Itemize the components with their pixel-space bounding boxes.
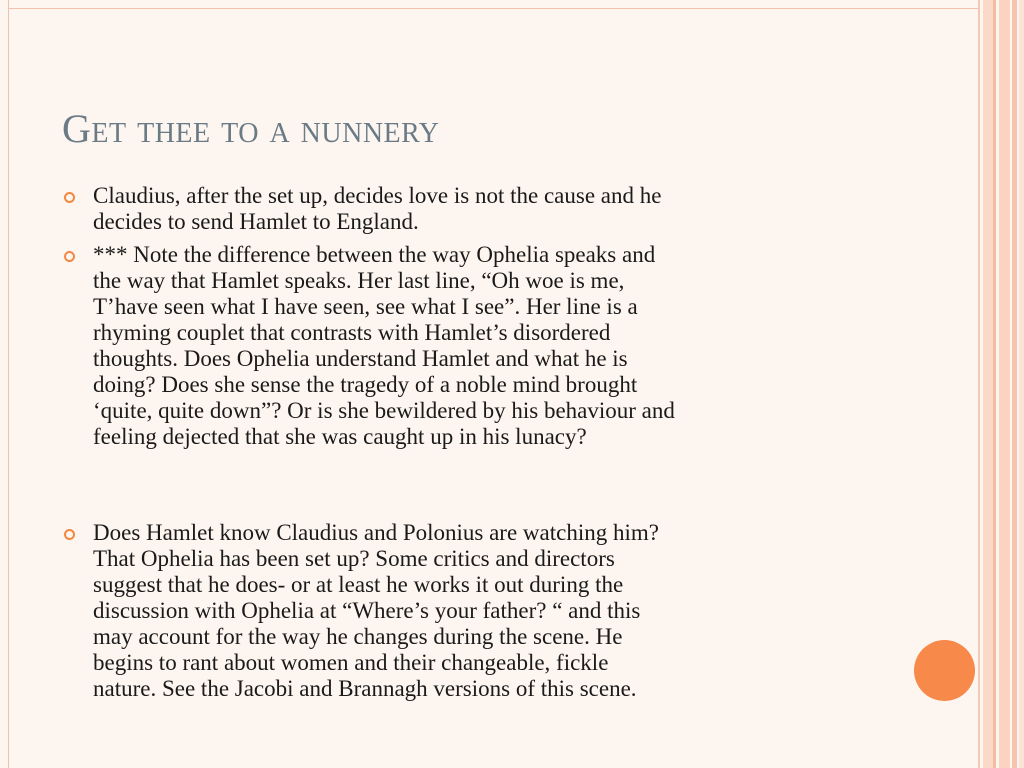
bullet-circle-icon (64, 529, 75, 540)
bullet-circle-icon (64, 192, 75, 203)
bullet-text: *** Note the difference between the way Ophelia speaks and the way that Hamlet speaks. Her last line, “Oh woe is me, T’have seen what I have seen, see what I see”. Her line is a rhyming couplet that contrasts with Hamlet’s disordered thoughts. Does Ophelia understand Hamlet and what he is doing? Does she sense the tragedy of a noble mind brought ‘quite, quite down”? Or is she bewildered by his behaviour and feeling dejected that she was caught up in his lunacy? (93, 242, 675, 449)
decorative-stripe (999, 0, 1010, 768)
bullet-text: Does Hamlet know Claudius and Polonius are watching him? That Ophelia has been set up? Some critics and directors suggest that he does- or at least he works it out during the discussion with Ophelia at “Where’s your father? “ and this may account for the way he changes during the scene. He begins to rant about women and their changeable, fickle nature. See the Jacobi and Brannagh versions of this scene. (93, 520, 659, 701)
decorative-stripe (983, 0, 993, 768)
slide-border-left (8, 0, 9, 768)
bullet-text: Claudius, after the set up, decides love is not the cause and he decides to send Hamlet to England. (93, 183, 662, 234)
decorative-stripe (1012, 0, 1017, 768)
decorative-stripe (1019, 0, 1024, 768)
slide-title: Get thee to a nunnery (62, 106, 440, 151)
slide-border-top (8, 8, 978, 9)
decorative-stripe (993, 0, 996, 768)
bullet-circle-icon (64, 251, 75, 262)
decorative-stripe (978, 0, 980, 768)
decorative-circle (914, 640, 975, 701)
